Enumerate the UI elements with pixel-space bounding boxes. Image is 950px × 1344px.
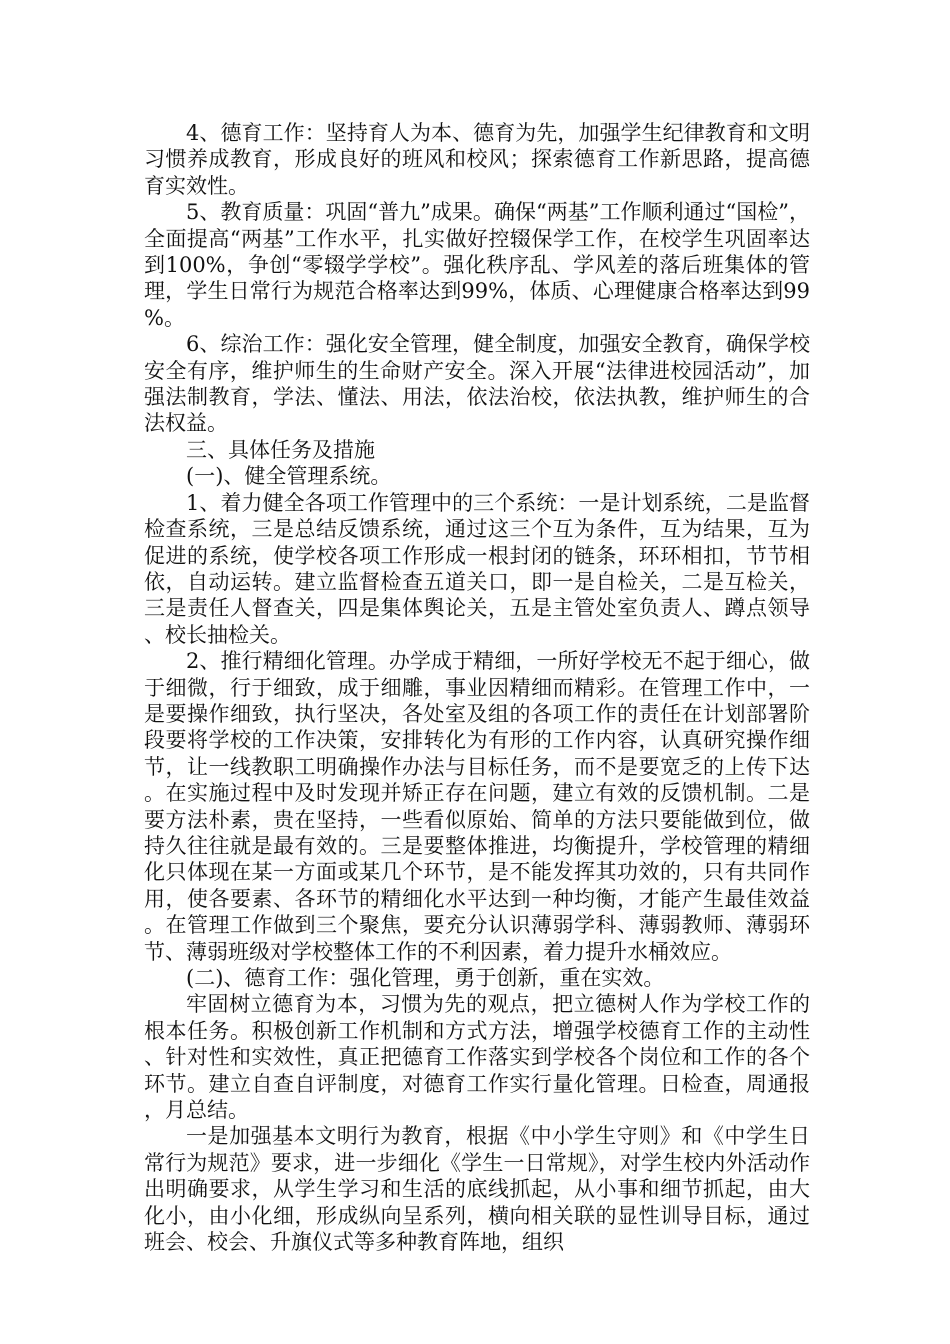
paragraph-moral-education-goal: 4、德育工作：坚持育人为本、德育为先，加强学生纪律教育和文明习惯养成教育，形成良好的班风和校风；探索德育工作新思路，提高德育实效性。: [144, 121, 810, 198]
paragraph-moral-education-foundation: 牢固树立德育为本，习惯为先的观点，把立德树人作为学校工作的根本任务。积极创新工作机制和方式方法，增强学校德育工作的主动性、针对性和实效性，真正把德育工作落实到学校各个岗位和工作的各个环节。建立自查自评制度，对德育工作实行量化管理。日检查，周通报，月总结。: [144, 992, 810, 1123]
section-heading-tasks-measures: 三、具体任务及措施: [186, 437, 375, 462]
paragraph-safety-governance: 6、综治工作：强化安全管理，健全制度，加强安全教育，确保学校安全有序，维护师生的生命财产安全。深入开展“法律进校园活动”，加强法制教育，学法、懂法、用法，依法治校，依法执教，维护师生的合法权益。: [144, 332, 810, 436]
subheading-management-system: (一)、健全管理系统。: [186, 464, 392, 489]
paragraph-refined-management: 2、推行精细化管理。办学成于精细，一所好学校无不起于细心，做于细微，行于细致，成于细雕，事业因精细而精彩。在管理工作中，一是要操作细致，执行坚决，各处室及组的各项工作的责任在计划部署阶段要将学校的工作决策，安排转化为有形的工作内容，认真研究操作细节，让一线教职工明确操作办法与目标任务，而不是要宽乏的上传下达。在实施过程中及时发现并矫正存在问题，建立有效的反馈机制。二是要方法朴素，贵在坚持，一些看似原始、简单的方法只要能做到位，做持久往往就是最有效的。三是要整体推进，均衡提升，学校管理的精细化只体现在某一方面或某几个环节，是不能发挥其功效的，只有共同作用，使各要素、各环节的精细化水平达到一种均衡，才能产生最佳效益。在管理工作做到三个聚焦，要充分认识薄弱学科、薄弱教师、薄弱环节、薄弱班级对学校整体工作的不利因素，着力提升水桶效应。: [144, 649, 810, 964]
paragraph-education-quality: 5、教育质量：巩固“普九”成果。确保“两基”工作顺利通过“国检”，全面提高“两基”工作水平，扎实做好控辍保学工作，在校学生巩固率达到100%，争创“零辍学学校”。强化秩序乱、学风差的落后班集体的管理，学生日常行为规范合格率达到99%，体质、心理健康合格率达到99%。: [144, 200, 810, 330]
document-body: [144, 120, 810, 1255]
subheading-moral-education-work: (二)、德育工作：强化管理，勇于创新，重在实效。: [186, 966, 665, 990]
paragraph-civilized-behavior: 一是加强基本文明行为教育，根据《中小学生守则》和《中学生日常行为规范》要求，进一步细化《学生一日常规》，对学生校内外活动作出明确要求，从学生学习和生活的底线抓起，从小事和细节抓起，由大化小，由小化细，形成纵向呈系列，横向相关联的显性训导目标，通过班会、校会、升旗仪式等多种教育阵地，组织: [144, 1124, 810, 1255]
paragraph-three-systems: 1、着力健全各项工作管理中的三个系统：一是计划系统，二是监督检查系统，三是总结反馈系统，通过这三个互为条件，互为结果，互为促进的系统，使学校各项工作形成一根封闭的链条，环环相扣，节节相依，自动运转。建立监督检查五道关口，即一是自检关，二是互检关，三是责任人督查关，四是集体舆论关，五是主管处室负责人、蹲点领导、校长抽检关。: [144, 490, 810, 647]
